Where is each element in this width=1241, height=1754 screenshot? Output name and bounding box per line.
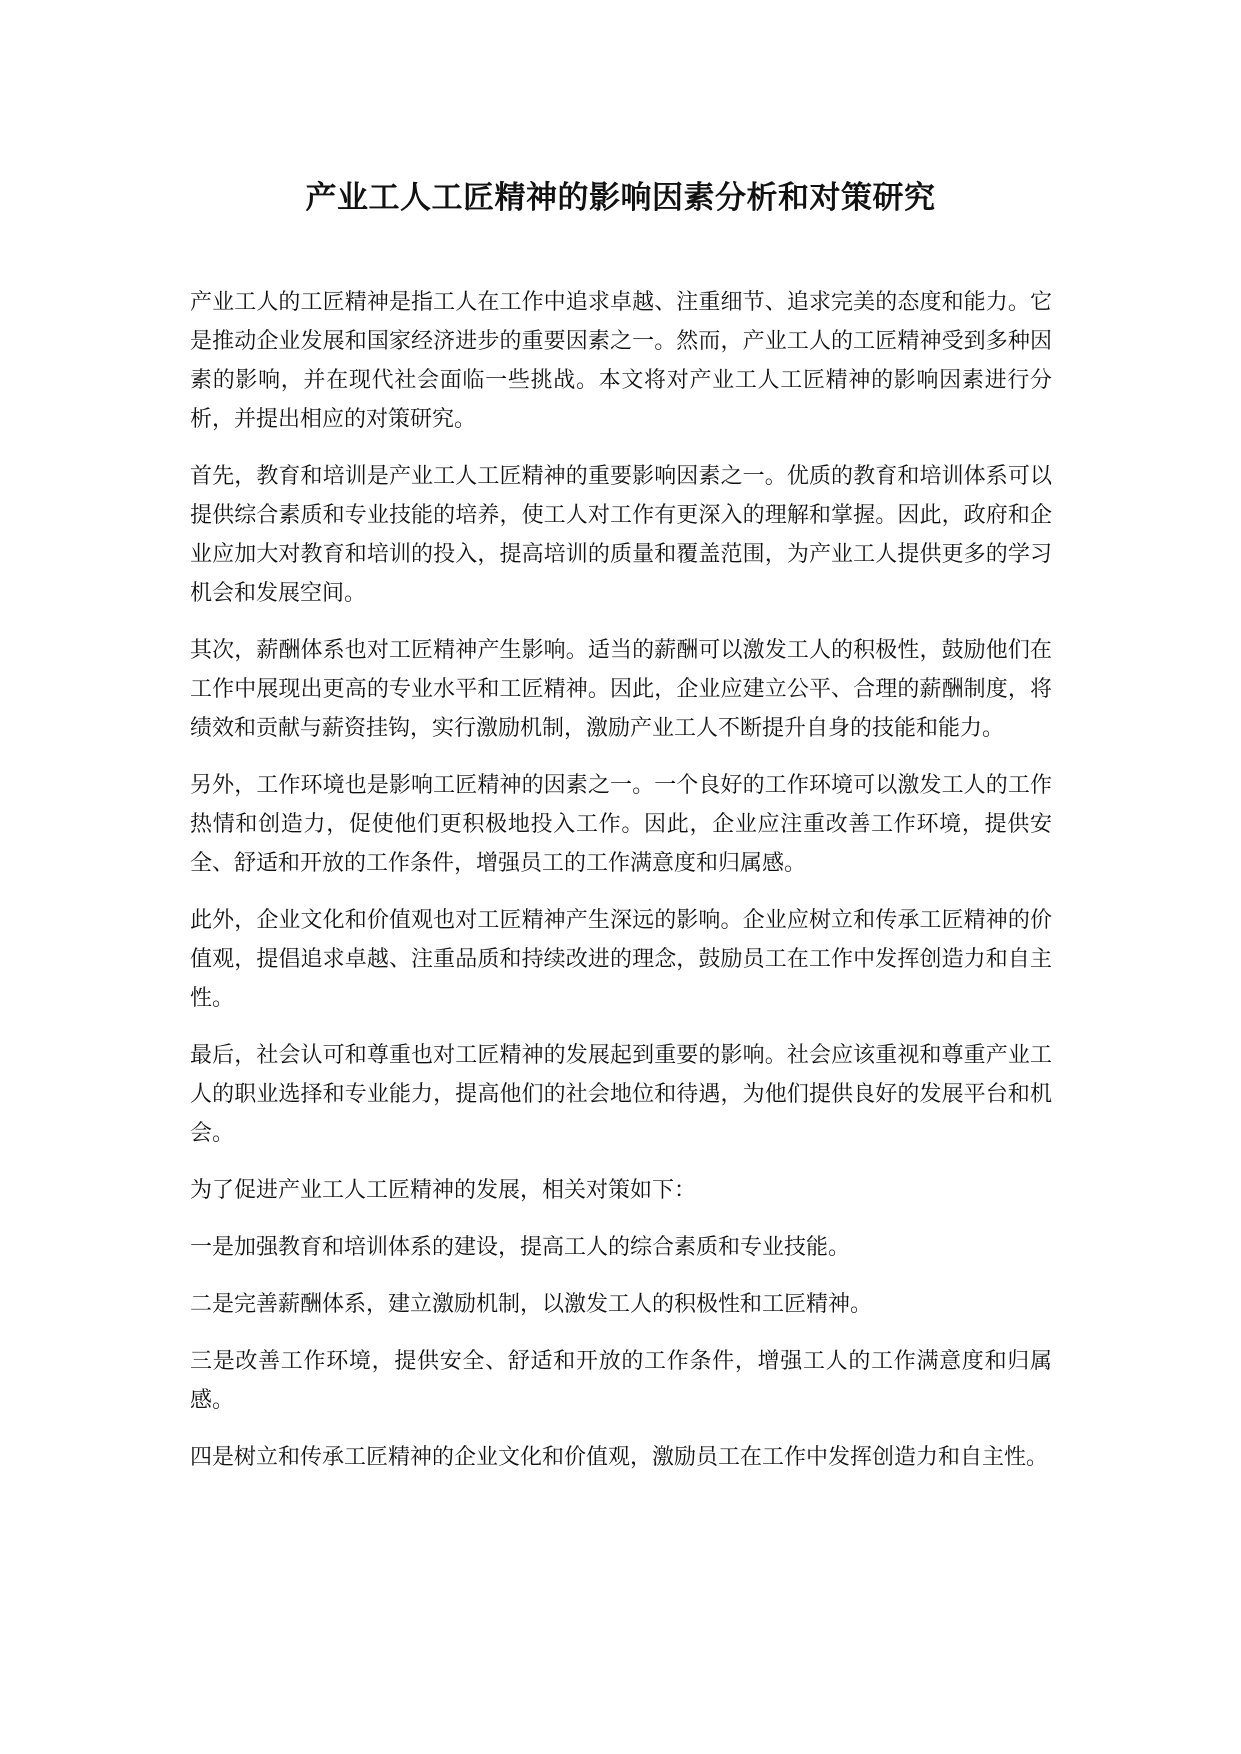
- paragraph-measure-3: 三是改善工作环境，提供安全、舒适和开放的工作条件，增强工人的工作满意度和归属感。: [190, 1349, 1052, 1413]
- paragraph-measures-intro: 为了促进产业工人工匠精神的发展，相关对策如下：: [190, 1178, 697, 1203]
- paragraph-measure-4: 四是树立和传承工匠精神的企业文化和价值观，激励员工在工作中发挥创造力和自主性。: [190, 1445, 1049, 1470]
- paragraph-intro: 产业工人的工匠精神是指工人在工作中追求卓越、注重细节、追求完美的态度和能力。它是推动企业发展和国家经济进步的重要因素之一。然而，产业工人的工匠精神受到多种因素的影响，并在现代社会面临一些挑战。本文将对产业工人工匠精神的影响因素进行分析，并提出相应的对策研究。: [190, 290, 1052, 432]
- document-body: [190, 283, 1052, 1495]
- document-title: 产业工人工匠精神的影响因素分析和对策研究: [305, 180, 936, 216]
- paragraph-education: 首先，教育和培训是产业工人工匠精神的重要影响因素之一。优质的教育和培训体系可以提供综合素质和专业技能的培养，使工人对工作有更深入的理解和掌握。因此，政府和企业应加大对教育和培训的投入，提高培训的质量和覆盖范围，为产业工人提供更多的学习机会和发展空间。: [190, 464, 1052, 606]
- paragraph-culture: 此外，企业文化和价值观也对工匠精神产生深远的影响。企业应树立和传承工匠精神的价值观，提倡追求卓越、注重品质和持续改进的理念，鼓励员工在工作中发挥创造力和自主性。: [190, 908, 1052, 1011]
- paragraph-salary: 其次，薪酬体系也对工匠精神产生影响。适当的薪酬可以激发工人的积极性，鼓励他们在工作中展现出更高的专业水平和工匠精神。因此，企业应建立公平、合理的薪酬制度，将绩效和贡献与薪资挂钩，实行激励机制，激励产业工人不断提升自身的技能和能力。: [190, 638, 1052, 741]
- paragraph-measure-2: 二是完善薪酬体系，建立激励机制，以激发工人的积极性和工匠精神。: [190, 1292, 873, 1317]
- paragraph-measure-1: 一是加强教育和培训体系的建设，提高工人的综合素质和专业技能。: [190, 1235, 851, 1260]
- paragraph-recognition: 最后，社会认可和尊重也对工匠精神的发展起到重要的影响。社会应该重视和尊重产业工人的职业选择和专业能力，提高他们的社会地位和待遇，为他们提供良好的发展平台和机会。: [190, 1043, 1052, 1146]
- paragraph-environment: 另外，工作环境也是影响工匠精神的因素之一。一个良好的工作环境可以激发工人的工作热情和创造力，促使他们更积极地投入工作。因此，企业应注重改善工作环境，提供安全、舒适和开放的工作条件，增强员工的工作满意度和归属感。: [190, 773, 1052, 876]
